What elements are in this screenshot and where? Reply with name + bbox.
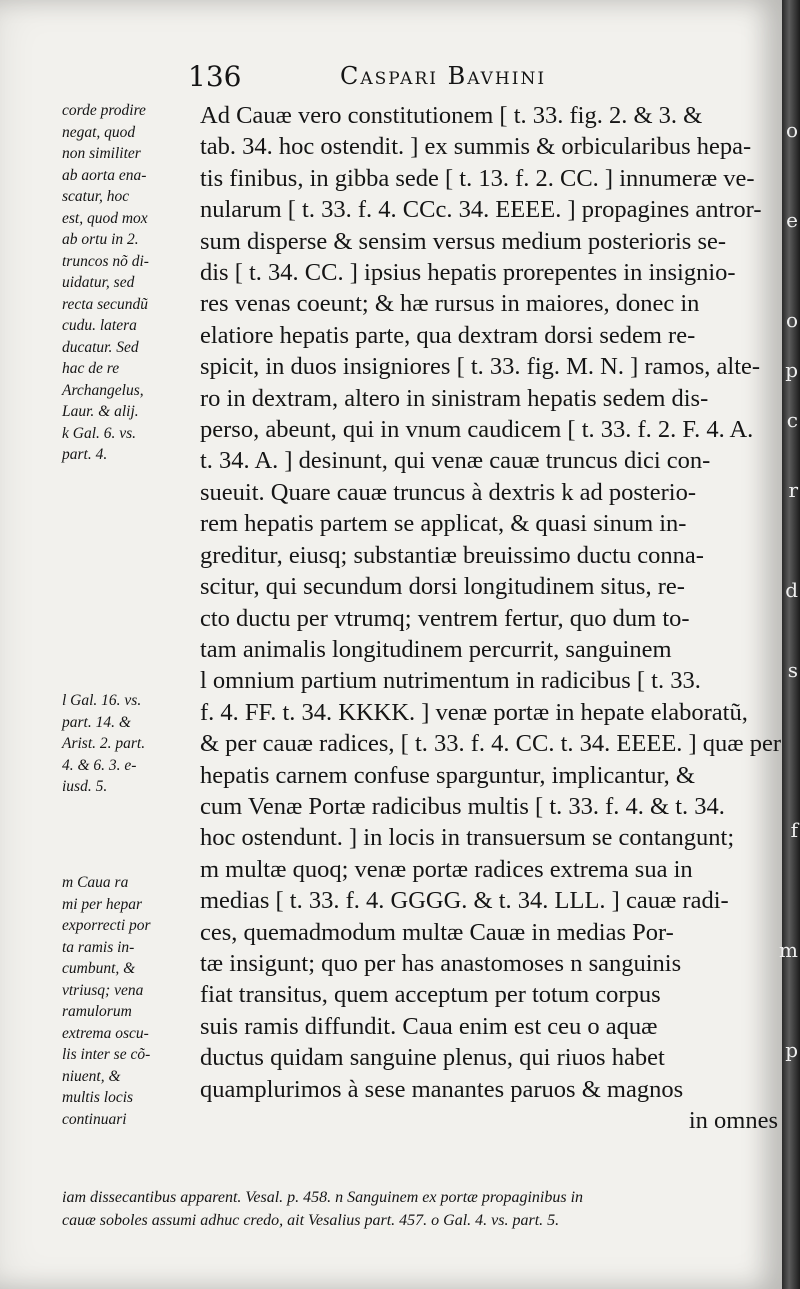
note-line: Archangelus, [62,381,144,399]
text-line: suis ramis diffundit. Caua enim est ceu o aquæ [200,1012,658,1040]
note-line: lis inter se cõ- [62,1046,151,1063]
marginal-note [62,690,145,798]
text-line: cto ductu per vtrumq; ventrem fertur, quo dum to- [200,604,690,632]
edge-glyph: p [785,358,798,382]
note-line: ta ramis in- [62,938,135,956]
note-line: exporrecti por [62,917,151,934]
text-line: spicit, in duos insigniores [ t. 33. fig. M. N. ] ramos, alte- [200,353,761,381]
marginal-note [62,872,151,1130]
note-line: k Gal. 6. vs. [62,424,137,442]
note-line: extrema oscu- [62,1024,149,1042]
note-line: mi per hepar [62,895,143,913]
edge-glyph: s [787,658,798,682]
note-line: recta secundũ [62,295,148,313]
edge-glyph: o [785,308,798,332]
note-line: corde prodire [62,102,146,119]
text-line: ro in dextram, altero in sinistram hepatis sedem dis- [200,384,709,412]
note-line: uidatur, sed [62,274,135,291]
text-line: medias [ t. 33. f. 4. GGGG. & t. 34. LLL. ] cauæ radi- [200,887,729,915]
note-line: non similiter [62,145,141,162]
note-line: scatur, hoc [62,188,130,205]
text-line: dis [ t. 34. CC. ] ipsius hepatis prorepentes in insignio- [200,259,736,287]
next-page-edge [779,60,800,1240]
note-line: part. 4. [62,446,108,463]
edge-glyph: c [786,408,798,432]
text-line: hepatis carnem confuse sparguntur, implicantur, & [200,761,695,789]
text-line: fiat transitus, quem acceptum per totum corpus [200,981,661,1009]
edge-glyph: e [786,208,798,232]
page-header [0,58,782,98]
text-line: greditur, eiusq; substantiæ breuissimo ductu conna- [200,541,704,569]
note-line: hac de re [62,360,120,377]
book-gutter [779,0,800,1289]
catchword: in omnes [688,1107,778,1134]
marginal-note [62,100,149,466]
text-line: ces, quemadmodum multæ Cauæ in medias Por- [200,918,674,946]
text-line: t. 34. A. ] desinunt, qui venæ cauæ truncus dici con- [200,447,711,475]
note-line: ab ortu in 2. [62,231,139,248]
text-line: & per cauæ radices, [ t. 33. f. 4. CC. t. 34. EEEE. ] quæ per [200,730,782,758]
edge-glyph: p [785,1038,798,1062]
text-line: quamplurimos à sese manantes paruos & magnos [200,1075,684,1103]
text-line: elatiore hepatis parte, qua dextram dorsi sedem re- [200,321,696,349]
running-head: Caspari Bavhini [340,62,547,90]
text-line: scitur, qui secundum dorsi longitudinem situs, re- [200,573,685,601]
text-line: tab. 34. hoc ostendit. ] ex summis & orbicularibus hepa- [200,133,752,161]
edge-glyph: d [785,578,798,602]
note-line: vtriusq; vena [62,981,144,999]
note-line: ducatur. Sed [62,338,139,356]
note-line: iusd. 5. [62,778,108,795]
text-line: cum Venæ Portæ radicibus multis [ t. 33. f. 4. & t. 34. [200,792,725,820]
text-line: ductus quidam sanguine plenus, qui riuos habet [200,1044,665,1072]
note-line: part. 14. & [62,713,131,731]
note-line: continuari [62,1110,127,1128]
footnote-line: cauæ soboles assumi adhuc credo, ait Vesalius part. 457. o Gal. 4. vs. part. 5. [62,1212,560,1229]
text-line: m multæ quoq; venæ portæ radices extrema sua in [200,855,693,883]
note-line: Laur. & alij. [62,403,139,420]
text-line: tam animalis longitudinem percurrit, sanguinem [200,635,672,663]
edge-glyph: f [790,818,798,842]
footnote-line: iam dissecantibus apparent. Vesal. p. 458. n Sanguinem ex portæ propaginibus in [62,1189,584,1206]
footnotes [62,1186,782,1232]
text-line: f. 4. FF. t. 34. KKKK. ] venæ portæ in hepate elaboratũ, [200,698,748,726]
page-number: 136 [188,60,242,93]
note-line: ab aorta ena- [62,166,147,184]
text-line: rem hepatis partem se applicat, & quasi sinum in- [200,510,687,538]
text-line: tis finibus, in gibba sede [ t. 13. f. 2. CC. ] innumeræ ve- [200,164,755,192]
edge-glyph: o [785,118,798,142]
note-line: l Gal. 16. vs. [62,692,142,709]
text-line: hoc ostendunt. ] in locis in transuersum se contangunt; [200,824,735,852]
note-line: negat, quod [62,123,136,141]
main-text-block [200,100,782,1136]
note-line: ramulorum [62,1003,132,1020]
edge-glyph: m [779,938,798,962]
note-line: m Caua ra [62,874,129,891]
note-line: multis locis [62,1089,134,1106]
text-line: tæ insigunt; quo per has anastomoses n sanguinis [200,949,682,977]
text-line: l omnium partium nutrimentum in radicibus [ t. 33. [200,667,701,695]
note-line: truncos nõ di- [62,252,149,270]
note-line: Arist. 2. part. [62,735,146,752]
note-line: niuent, & [62,1067,121,1085]
text-line: sueuit. Quare cauæ truncus à dextris k ad posterio- [200,478,696,506]
edge-glyph: r [788,478,798,502]
note-line: cudu. latera [62,317,137,334]
text-line: nularum [ t. 33. f. 4. CCc. 34. EEEE. ] propagines antror- [200,196,762,224]
note-line: est, quod mox [62,209,148,227]
text-line: Ad Cauæ vero constitutionem [ t. 33. fig. 2. & 3. & [200,102,703,129]
note-line: cumbunt, & [62,960,136,977]
text-line: perso, abeunt, qui in vnum caudicem [ t. 33. f. 2. F. 4. A. [200,416,754,444]
note-line: 4. & 6. 3. e- [62,756,137,774]
text-line: sum disperse & sensim versus medium posterioris se- [200,227,727,255]
text-line: res venas coeunt; & hæ rursus in maiores, donec in [200,290,700,318]
